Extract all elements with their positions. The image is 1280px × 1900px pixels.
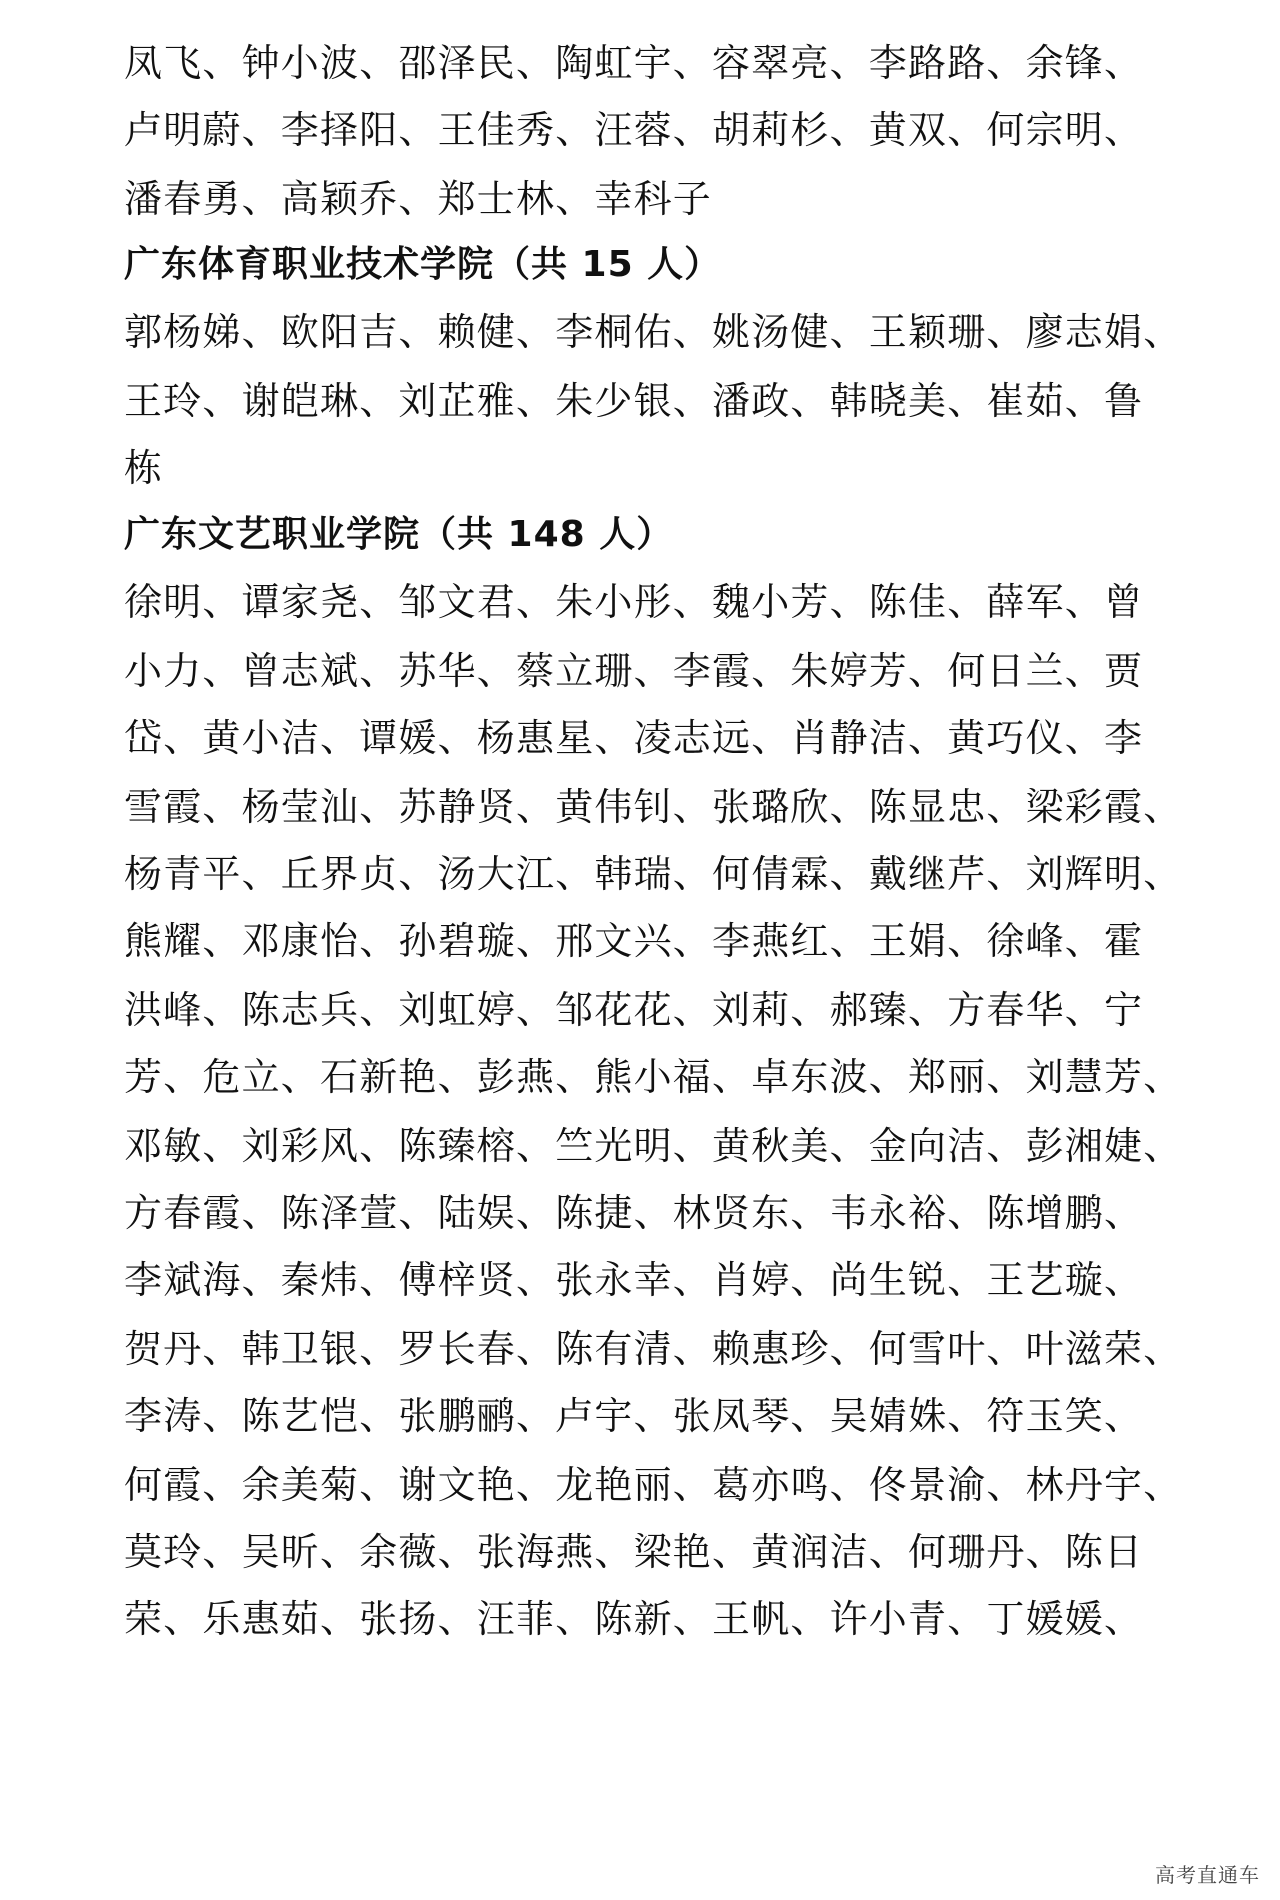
text-line: 李涛、陈艺恺、张鹏鹂、卢宇、张凤琴、吴婧姝、符玉笑、 <box>124 1394 1144 1438</box>
text-line: 雪霞、杨莹汕、苏静贤、黄伟钊、张璐欣、陈显忠、梁彩霞、 <box>124 785 1183 829</box>
text-line: 郭杨娣、欧阳吉、赖健、李桐佑、姚汤健、王颖珊、廖志娟、 <box>124 310 1183 354</box>
text-line: 芳、危立、石新艳、彭燕、熊小福、卓东波、郑丽、刘慧芳、 <box>124 1055 1183 1099</box>
text-line: 卢明蔚、李择阳、王佳秀、汪蓉、胡莉杉、黄双、何宗明、 <box>124 108 1144 152</box>
text-line: 小力、曾志斌、苏华、蔡立珊、李霞、朱婷芳、何日兰、贾 <box>124 649 1144 693</box>
text-line: 王玲、谢皑琳、刘芷雅、朱少银、潘政、韩晓美、崔茹、鲁 <box>124 379 1144 423</box>
section-heading-arts-college: 广东文艺职业学院（共 148 人） <box>124 514 674 555</box>
watermark: 高考直通车 <box>1155 1863 1260 1887</box>
text-line: 荣、乐惠茹、张扬、汪菲、陈新、王帆、许小青、丁媛媛、 <box>124 1597 1144 1641</box>
text-line: 杨青平、丘界贞、汤大江、韩瑞、何倩霖、戴继芹、刘辉明、 <box>124 852 1183 896</box>
text-line: 徐明、谭家尧、邹文君、朱小彤、魏小芳、陈佳、薛军、曾 <box>124 580 1144 624</box>
text-line: 岱、黄小洁、谭媛、杨惠星、凌志远、肖静洁、黄巧仪、李 <box>124 716 1144 760</box>
text-line: 何霞、余美菊、谢文艳、龙艳丽、葛亦鸣、佟景渝、林丹宇、 <box>124 1463 1183 1507</box>
text-line: 贺丹、韩卫银、罗长春、陈有清、赖惠珍、何雪叶、叶滋荣、 <box>124 1327 1183 1371</box>
section-heading-sports-college: 广东体育职业技术学院（共 15 人） <box>124 244 722 285</box>
text-line: 方春霞、陈泽萱、陆娱、陈捷、林贤东、韦永裕、陈增鹏、 <box>124 1191 1144 1235</box>
text-line: 邓敏、刘彩风、陈臻榕、竺光明、黄秋美、金向洁、彭湘婕、 <box>124 1124 1183 1168</box>
text-line: 熊耀、邓康怡、孙碧璇、邢文兴、李燕红、王娟、徐峰、霍 <box>124 919 1144 963</box>
text-line: 洪峰、陈志兵、刘虹婷、邹花花、刘莉、郝臻、方春华、宁 <box>124 988 1144 1032</box>
text-line: 栋 <box>124 446 164 490</box>
text-line: 李斌海、秦炜、傅梓贤、张永幸、肖婷、尚生锐、王艺璇、 <box>124 1258 1144 1302</box>
text-line: 凤飞、钟小波、邵泽民、陶虹宇、容翠亮、李路路、余锋、 <box>124 41 1144 85</box>
text-line: 潘春勇、高颖乔、郑士林、幸科子 <box>124 177 713 221</box>
text-line: 莫玲、吴昕、余薇、张海燕、梁艳、黄润洁、何珊丹、陈日 <box>124 1530 1144 1574</box>
